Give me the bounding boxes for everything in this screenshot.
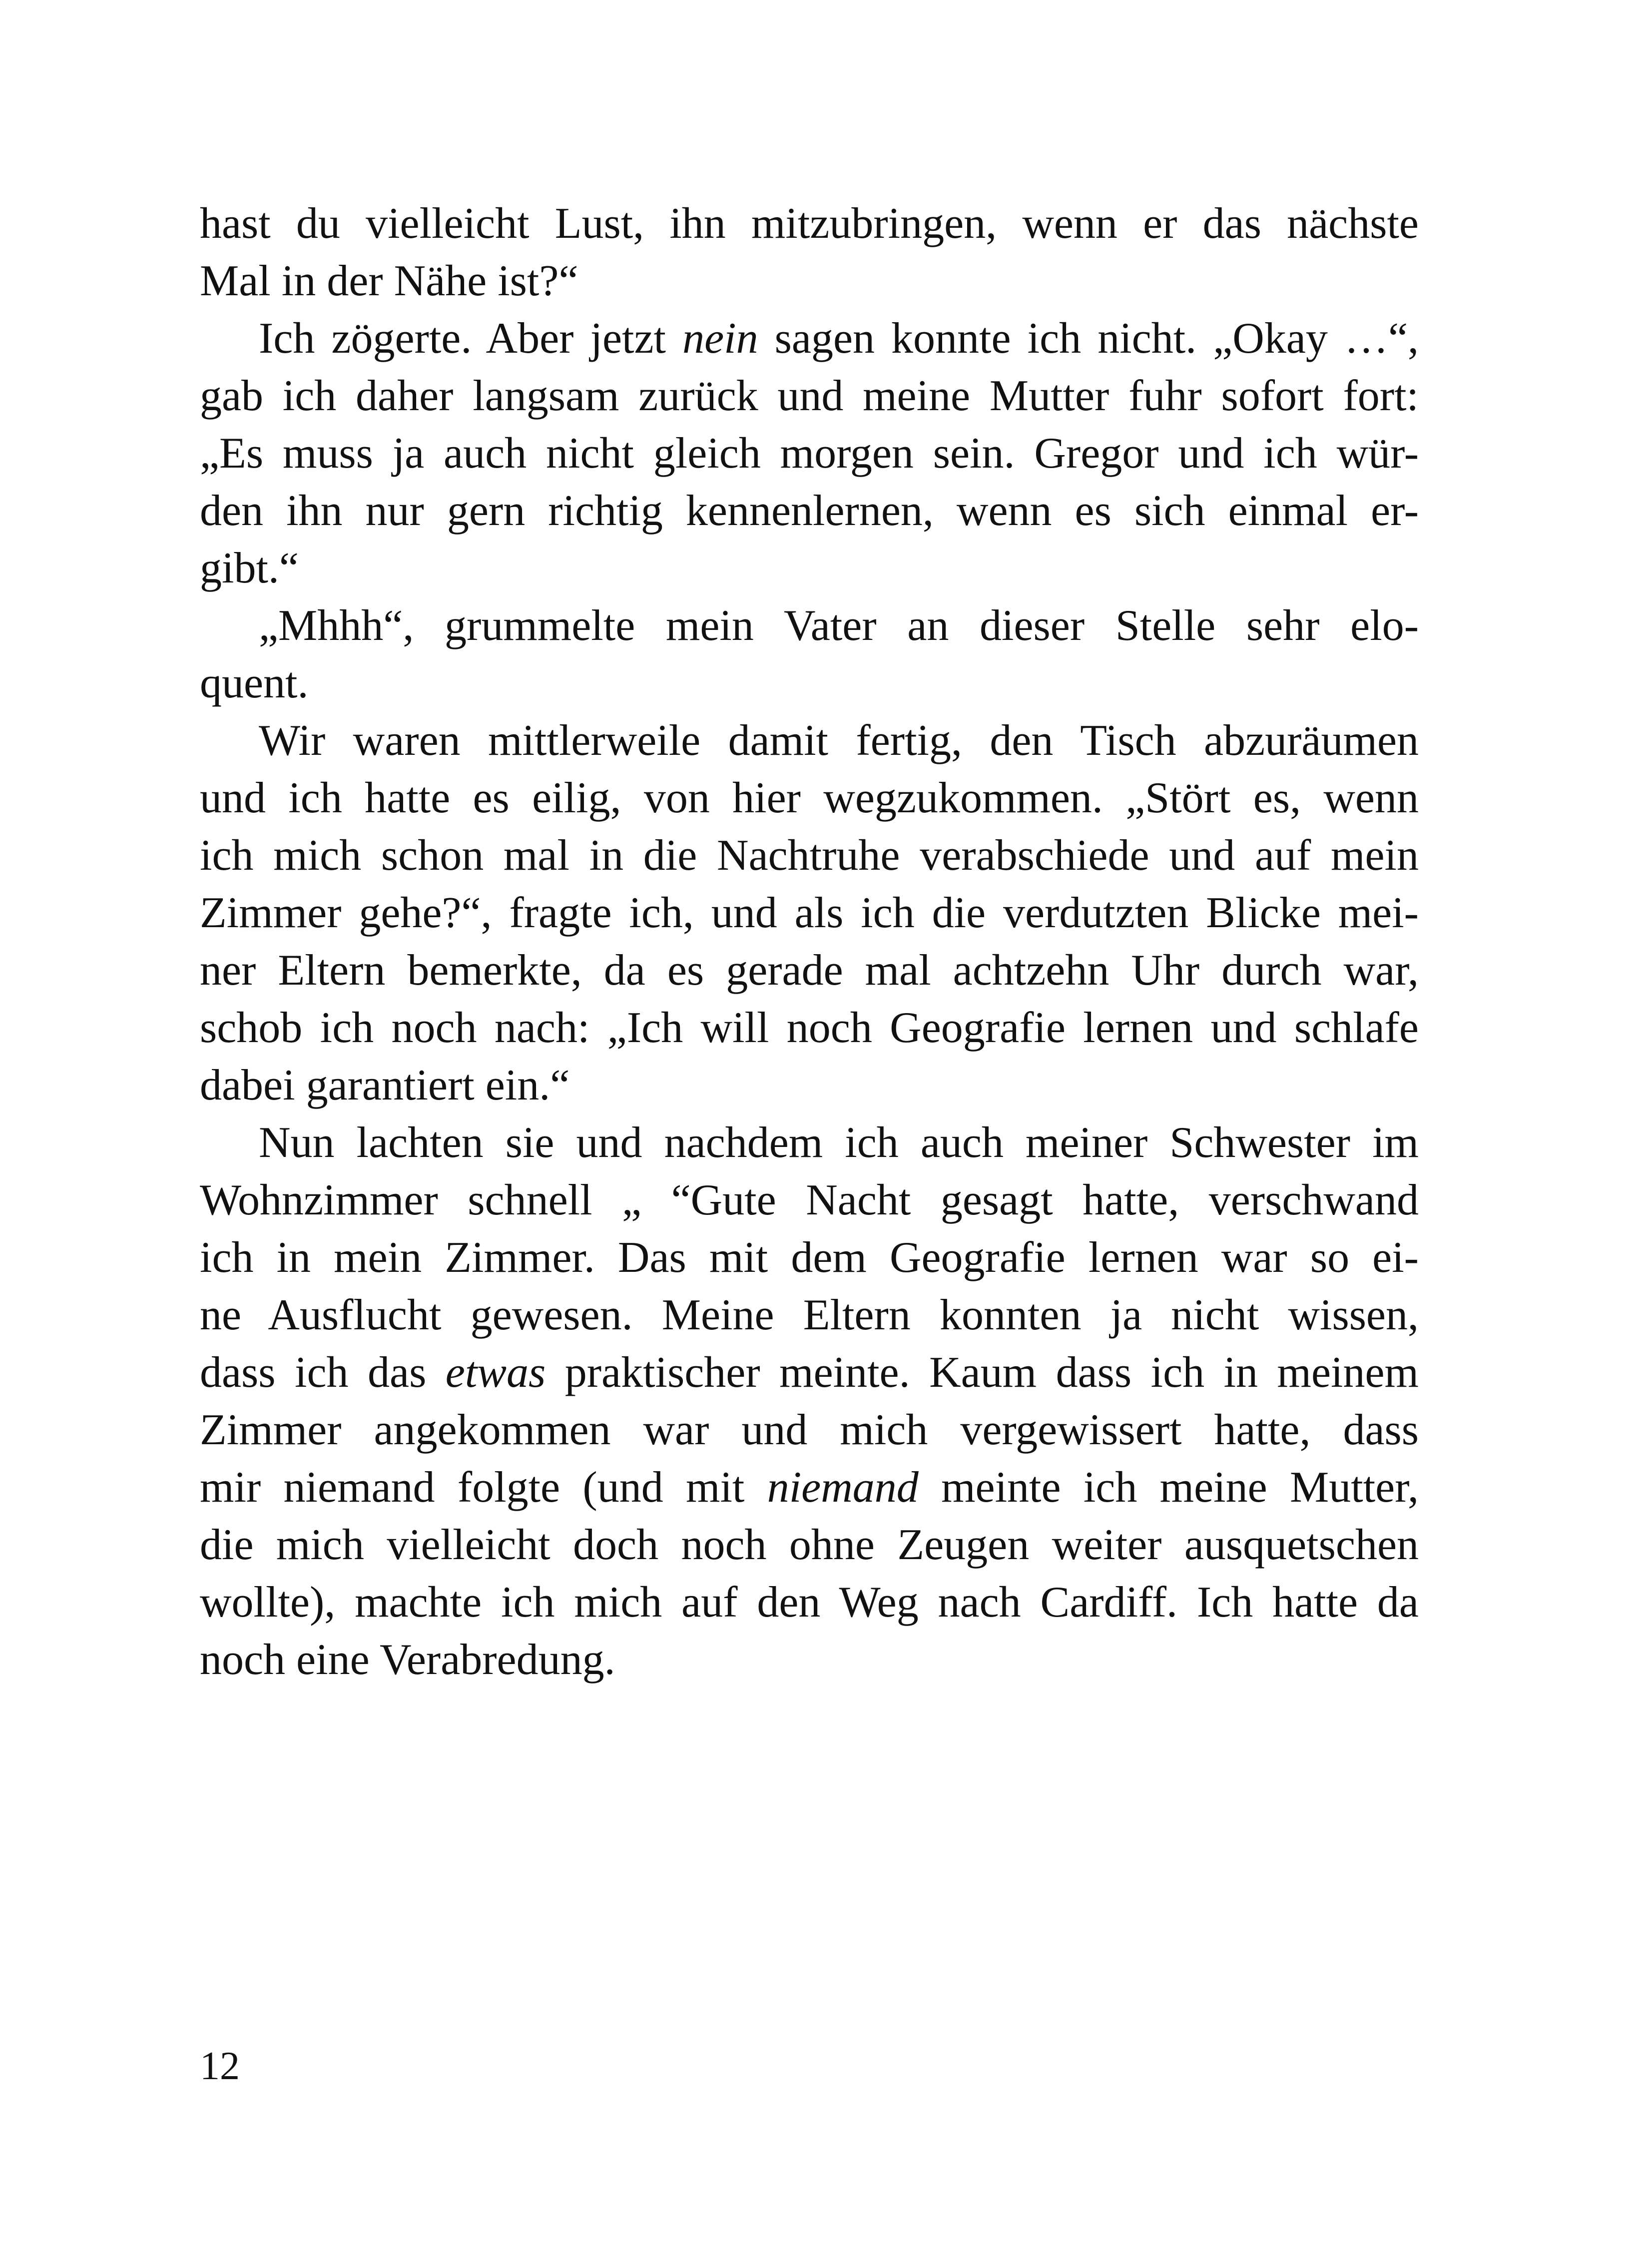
text-run: dabei garantiert ein.“ bbox=[200, 1061, 570, 1110]
text-line bbox=[200, 999, 1419, 1057]
text-line bbox=[200, 310, 1419, 367]
text-line bbox=[200, 712, 1419, 769]
text-run: hast du vielleicht Lust, ihn mitzubringen, wenn er das nächste bbox=[200, 199, 1419, 248]
text-line bbox=[200, 425, 1419, 482]
text-run: Zimmer gehe?“, fragte ich, und als ich die verdutzten Blicke mei- bbox=[200, 889, 1419, 937]
text-run: gibt.“ bbox=[200, 544, 299, 592]
text-line bbox=[200, 654, 1419, 712]
text-run: ich mich schon mal in die Nachtruhe verabschiede und auf mein bbox=[200, 831, 1419, 880]
text-run: schob ich noch nach: „Ich will noch Geografie lernen und schlafe bbox=[200, 1004, 1419, 1052]
text-run: und ich hatte es eilig, von hier wegzukommen. „Stört es, wenn bbox=[200, 774, 1419, 822]
italic-word: etwas bbox=[445, 1348, 546, 1397]
text-run: „Mhhh“, grummelte mein Vater an dieser Stelle sehr elo- bbox=[259, 601, 1419, 650]
text-run: dass ich das bbox=[200, 1348, 446, 1397]
text-line bbox=[200, 827, 1419, 884]
text-line bbox=[200, 1631, 1419, 1688]
text-run: noch eine Verabredung. bbox=[200, 1636, 615, 1684]
italic-word: niemand bbox=[767, 1463, 919, 1512]
text-line bbox=[200, 252, 1419, 310]
text-line bbox=[200, 942, 1419, 999]
text-run: ner Eltern bemerkte, da es gerade mal achtzehn Uhr durch war, bbox=[200, 946, 1419, 995]
text-line bbox=[200, 1459, 1419, 1516]
text-run: meinte ich meine Mutter, bbox=[918, 1463, 1419, 1512]
text-line bbox=[200, 1057, 1419, 1114]
text-line bbox=[200, 1286, 1419, 1344]
text-run: den ihn nur gern richtig kennenlernen, wenn es sich einmal er- bbox=[200, 487, 1419, 535]
text-line bbox=[200, 195, 1419, 252]
text-line bbox=[200, 1114, 1419, 1171]
text-line bbox=[200, 1171, 1419, 1229]
text-run: gab ich daher langsam zurück und meine Mutter fuhr sofort fort: bbox=[200, 372, 1419, 420]
text-run: Wohnzimmer schnell „ “Gute Nacht gesagt hatte, verschwand bbox=[200, 1176, 1419, 1224]
text-run: die mich vielleicht doch noch ohne Zeugen weiter ausquetschen bbox=[200, 1521, 1419, 1569]
text-run: mir niemand folgte (und mit bbox=[200, 1463, 767, 1512]
text-run: praktischer meinte. Kaum dass ich in meinem bbox=[546, 1348, 1419, 1397]
text-run: ich in mein Zimmer. Das mit dem Geografie lernen war so ei- bbox=[200, 1233, 1419, 1282]
text-line bbox=[200, 482, 1419, 540]
text-line bbox=[200, 1229, 1419, 1286]
text-run: sagen konnte ich nicht. „Okay …“, bbox=[758, 314, 1419, 363]
text-run: ne Ausflucht gewesen. Meine Eltern konnten ja nicht wissen, bbox=[200, 1291, 1419, 1339]
text-line bbox=[200, 769, 1419, 827]
text-line bbox=[200, 1344, 1419, 1401]
text-line bbox=[200, 884, 1419, 942]
body-text bbox=[200, 195, 1419, 1688]
text-line bbox=[200, 1516, 1419, 1574]
text-run: quent. bbox=[200, 659, 309, 707]
text-run: „Es muss ja auch nicht gleich morgen sein. Gregor und ich wür- bbox=[200, 429, 1419, 478]
text-run: Ich zögerte. Aber jetzt bbox=[259, 314, 683, 363]
text-run: Nun lachten sie und nachdem ich auch meiner Schwester im bbox=[259, 1119, 1419, 1167]
text-run: wollte), machte ich mich auf den Weg nach Cardiff. Ich hatte da bbox=[200, 1578, 1419, 1627]
text-line bbox=[200, 597, 1419, 654]
text-line bbox=[200, 540, 1419, 597]
text-run: Wir waren mittlerweile damit fertig, den Tisch abzuräumen bbox=[259, 716, 1419, 765]
page-number: 12 bbox=[200, 2044, 240, 2088]
text-line bbox=[200, 367, 1419, 425]
text-line bbox=[200, 1574, 1419, 1631]
text-run: Zimmer angekommen war und mich vergewissert hatte, dass bbox=[200, 1406, 1419, 1454]
text-line bbox=[200, 1401, 1419, 1459]
text-run: Mal in der Nähe ist?“ bbox=[200, 257, 578, 305]
italic-word: nein bbox=[682, 314, 758, 363]
